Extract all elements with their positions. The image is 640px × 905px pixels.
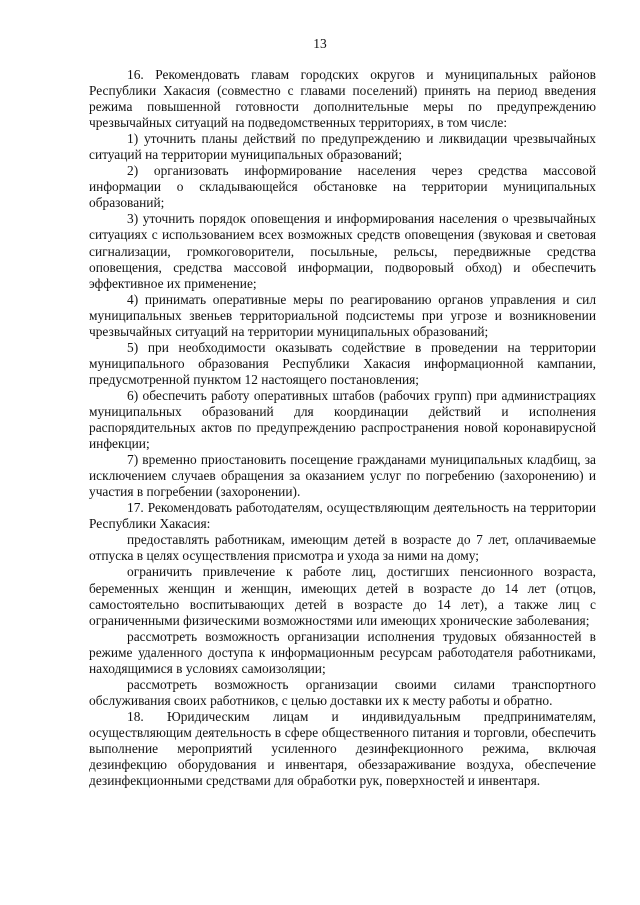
paragraph-17-item-1: предоставлять работникам, имеющим детей в возрасте до 7 лет, оплачиваемые отпуска в целях осуществления присмотра и ухода за ними на дому; bbox=[89, 532, 596, 564]
paragraph-16-item-3: 3) уточнить порядок оповещения и информирования населения о чрезвычайных ситуациях с использованием всех возможных средств оповещения (звуковая и световая сигнализации, громкоговорители, посыльные, рельсы, передвижные средства оповещения, средства массовой информации, подворовый обход) и обеспечить эффективное их применение; bbox=[89, 211, 596, 291]
paragraph-16: 16. Рекомендовать главам городских округов и муниципальных районов Республики Хакасия (совместно с главами поселений) принять на период введения режима повышенной готовности дополнительные меры по предупреждению чрезвычайных ситуаций на подведомственных территориях, в том числе: bbox=[89, 67, 596, 131]
page-number: 13 bbox=[313, 36, 327, 51]
paragraph-16-item-6: 6) обеспечить работу оперативных штабов (рабочих групп) при администрациях муниципальных образований для координации действий и исполнения распорядительных актов по предупреждению распространения новой коронавирусной инфекции; bbox=[89, 387, 596, 452]
document-body bbox=[89, 67, 596, 789]
paragraph-16-item-5: 5) при необходимости оказывать содействие в проведении на территории муниципального образования Республики Хакасия информационной кампании, предусмотренной пунктом 12 настоящего постановления; bbox=[89, 339, 596, 387]
paragraph-16-item-1: 1) уточнить планы действий по предупреждению и ликвидации чрезвычайных ситуаций на территории муниципальных образований; bbox=[89, 131, 596, 163]
paragraph-17: 17. Рекомендовать работодателям, осуществляющим деятельность на территории Республики Хакасия: bbox=[89, 500, 596, 532]
paragraph-18: 18. Юридическим лицам и индивидуальным предпринимателям, осуществляющим деятельность в сфере общественного питания и торговли, обеспечить выполнение мероприятий усиленного дезинфекционного режима, включая дезинфекцию оборудования и инвентаря, обеззараживание воздуха, обеспечение дезинфекционными средствами для обработки рук, поверхностей и инвентаря. bbox=[89, 708, 596, 789]
paragraph-16-item-2: 2) организовать информирование населения через средства массовой информации о складывающейся обстановке на территории муниципальных образований; bbox=[89, 163, 596, 211]
paragraph-16-item-7: 7) временно приостановить посещение гражданами муниципальных кладбищ, за исключением случаев обращения за оказанием услуг по погребению (захоронению) и участия в погребении (захоронении). bbox=[89, 452, 596, 500]
paragraph-17-item-4: рассмотреть возможность организации своими силами транспортного обслуживания своих работников, с целью доставки их к месту работы и обратно. bbox=[89, 676, 596, 708]
paragraph-17-item-2: ограничить привлечение к работе лиц, достигших пенсионного возраста, беременных женщин и женщин, имеющих детей в возрасте до 14 лет (отцов, самостоятельно воспитывающих детей в возрасте до 14 лет), а также лиц с ограниченными физическими возможностями или имеющих хронические заболевания; bbox=[89, 564, 596, 628]
paragraph-17-item-3: рассмотреть возможность организации исполнения трудовых обязанностей в режиме удаленного доступа к информационным ресурсам работодателя работниками, находящимися в условиях самоизоляции; bbox=[89, 628, 596, 676]
paragraph-16-item-4: 4) принимать оперативные меры по реагированию органов управления и сил муниципальных звеньев территориальной подсистемы при угрозе и возникновении чрезвычайных ситуаций на территории муниципальных образований; bbox=[89, 291, 596, 339]
